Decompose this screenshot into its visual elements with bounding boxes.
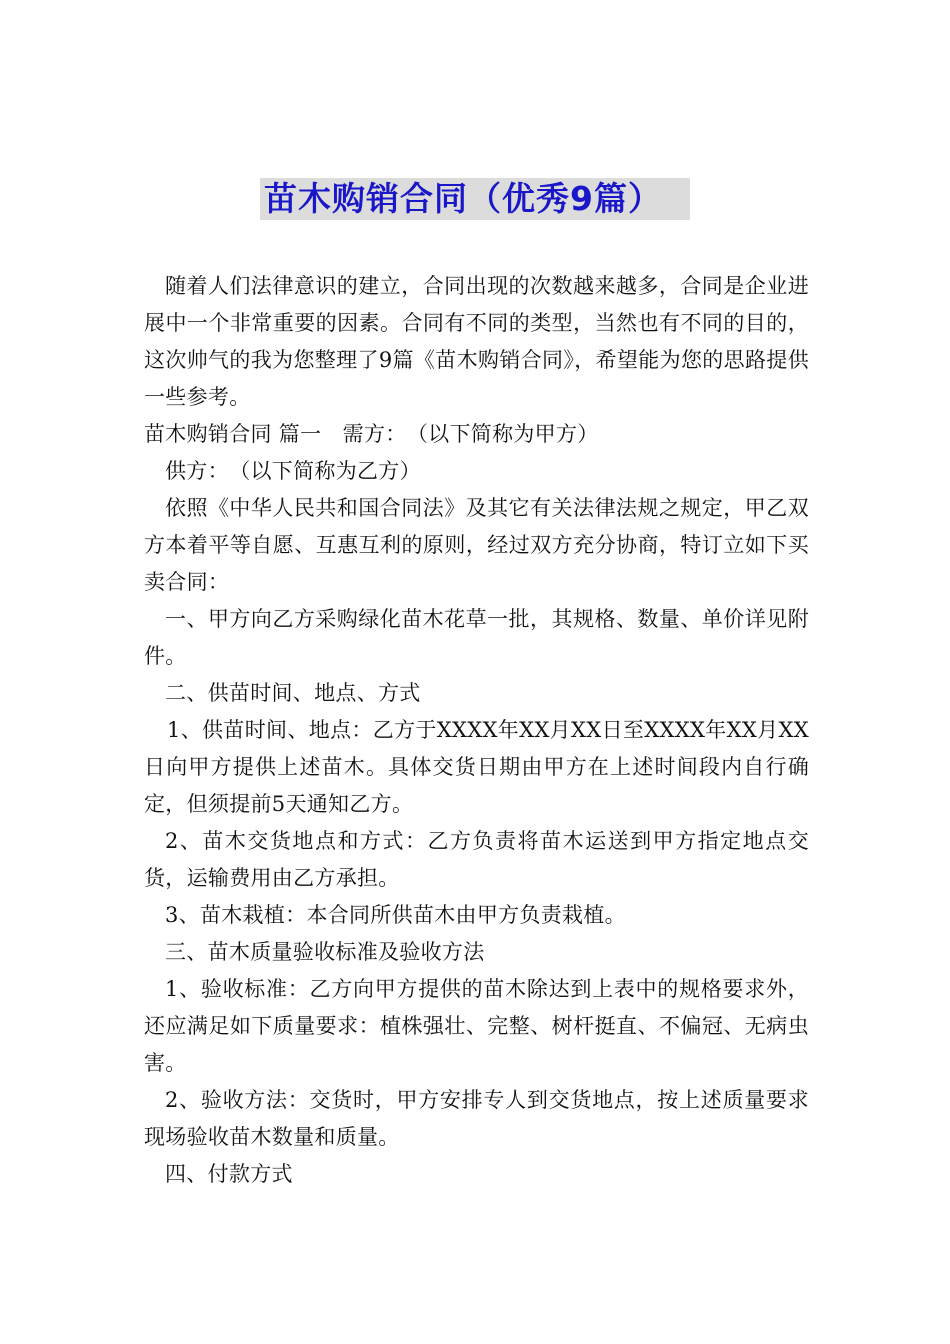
- clause-3-item-2: 2、验收方法：交货时，甲方安排专人到交货地点，按上述质量要求现场验收苗木数量和质量。: [144, 1088, 809, 1149]
- intro-paragraph: 随着人们法律意识的建立，合同出现的次数越来越多，合同是企业进展中一个非常重要的因素。合同有不同的类型，当然也有不同的目的，这次帅气的我为您整理了9篇《苗木购销合同》，希望能为您的思路提供一些参考。: [144, 274, 809, 409]
- legal-basis-paragraph: 依照《中华人民共和国合同法》及其它有关法律法规之规定，甲乙双方本着平等自愿、互惠互利的原则，经过双方充分协商，特订立如下买卖合同：: [144, 496, 809, 594]
- clause-3-item-1: 1、验收标准：乙方向甲方提供的苗木除达到上表中的规格要求外，还应满足如下质量要求：植株强壮、完整、树杆挺直、不偏冠、无病虫害。: [144, 977, 809, 1075]
- document-body: [144, 268, 809, 1193]
- clause-1: 一、甲方向乙方采购绿化苗木花草一批，其规格、数量、单价详见附件。: [144, 607, 809, 668]
- supplier-line: 供方： （以下简称为乙方）: [165, 459, 421, 483]
- clause-2-heading: 二、供苗时间、地点、方式: [165, 681, 421, 705]
- clause-4-heading: 四、付款方式: [165, 1162, 293, 1186]
- clause-2-item-1: 1、供苗时间、地点：乙方于XXXX年XX月XX日至XXXX年XX月XX日向甲方提供上述苗木。具体交货日期由甲方在上述时间段内自行确定，但须提前5天通知乙方。: [144, 718, 809, 816]
- document-title: 苗木购销合同（优秀9篇）: [260, 178, 690, 220]
- clause-2-item-2: 2、苗木交货地点和方式：乙方负责将苗木运送到甲方指定地点交货，运输费用由乙方承担。: [144, 829, 809, 890]
- clause-3-heading: 三、苗木质量验收标准及验收方法: [165, 940, 485, 964]
- clause-2-item-3: 3、苗木栽植：本合同所供苗木由甲方负责栽植。: [165, 903, 626, 927]
- contract-heading-buyer: 苗木购销合同 篇一 需方： （以下简称为甲方）: [144, 422, 599, 446]
- title-container: [0, 178, 950, 220]
